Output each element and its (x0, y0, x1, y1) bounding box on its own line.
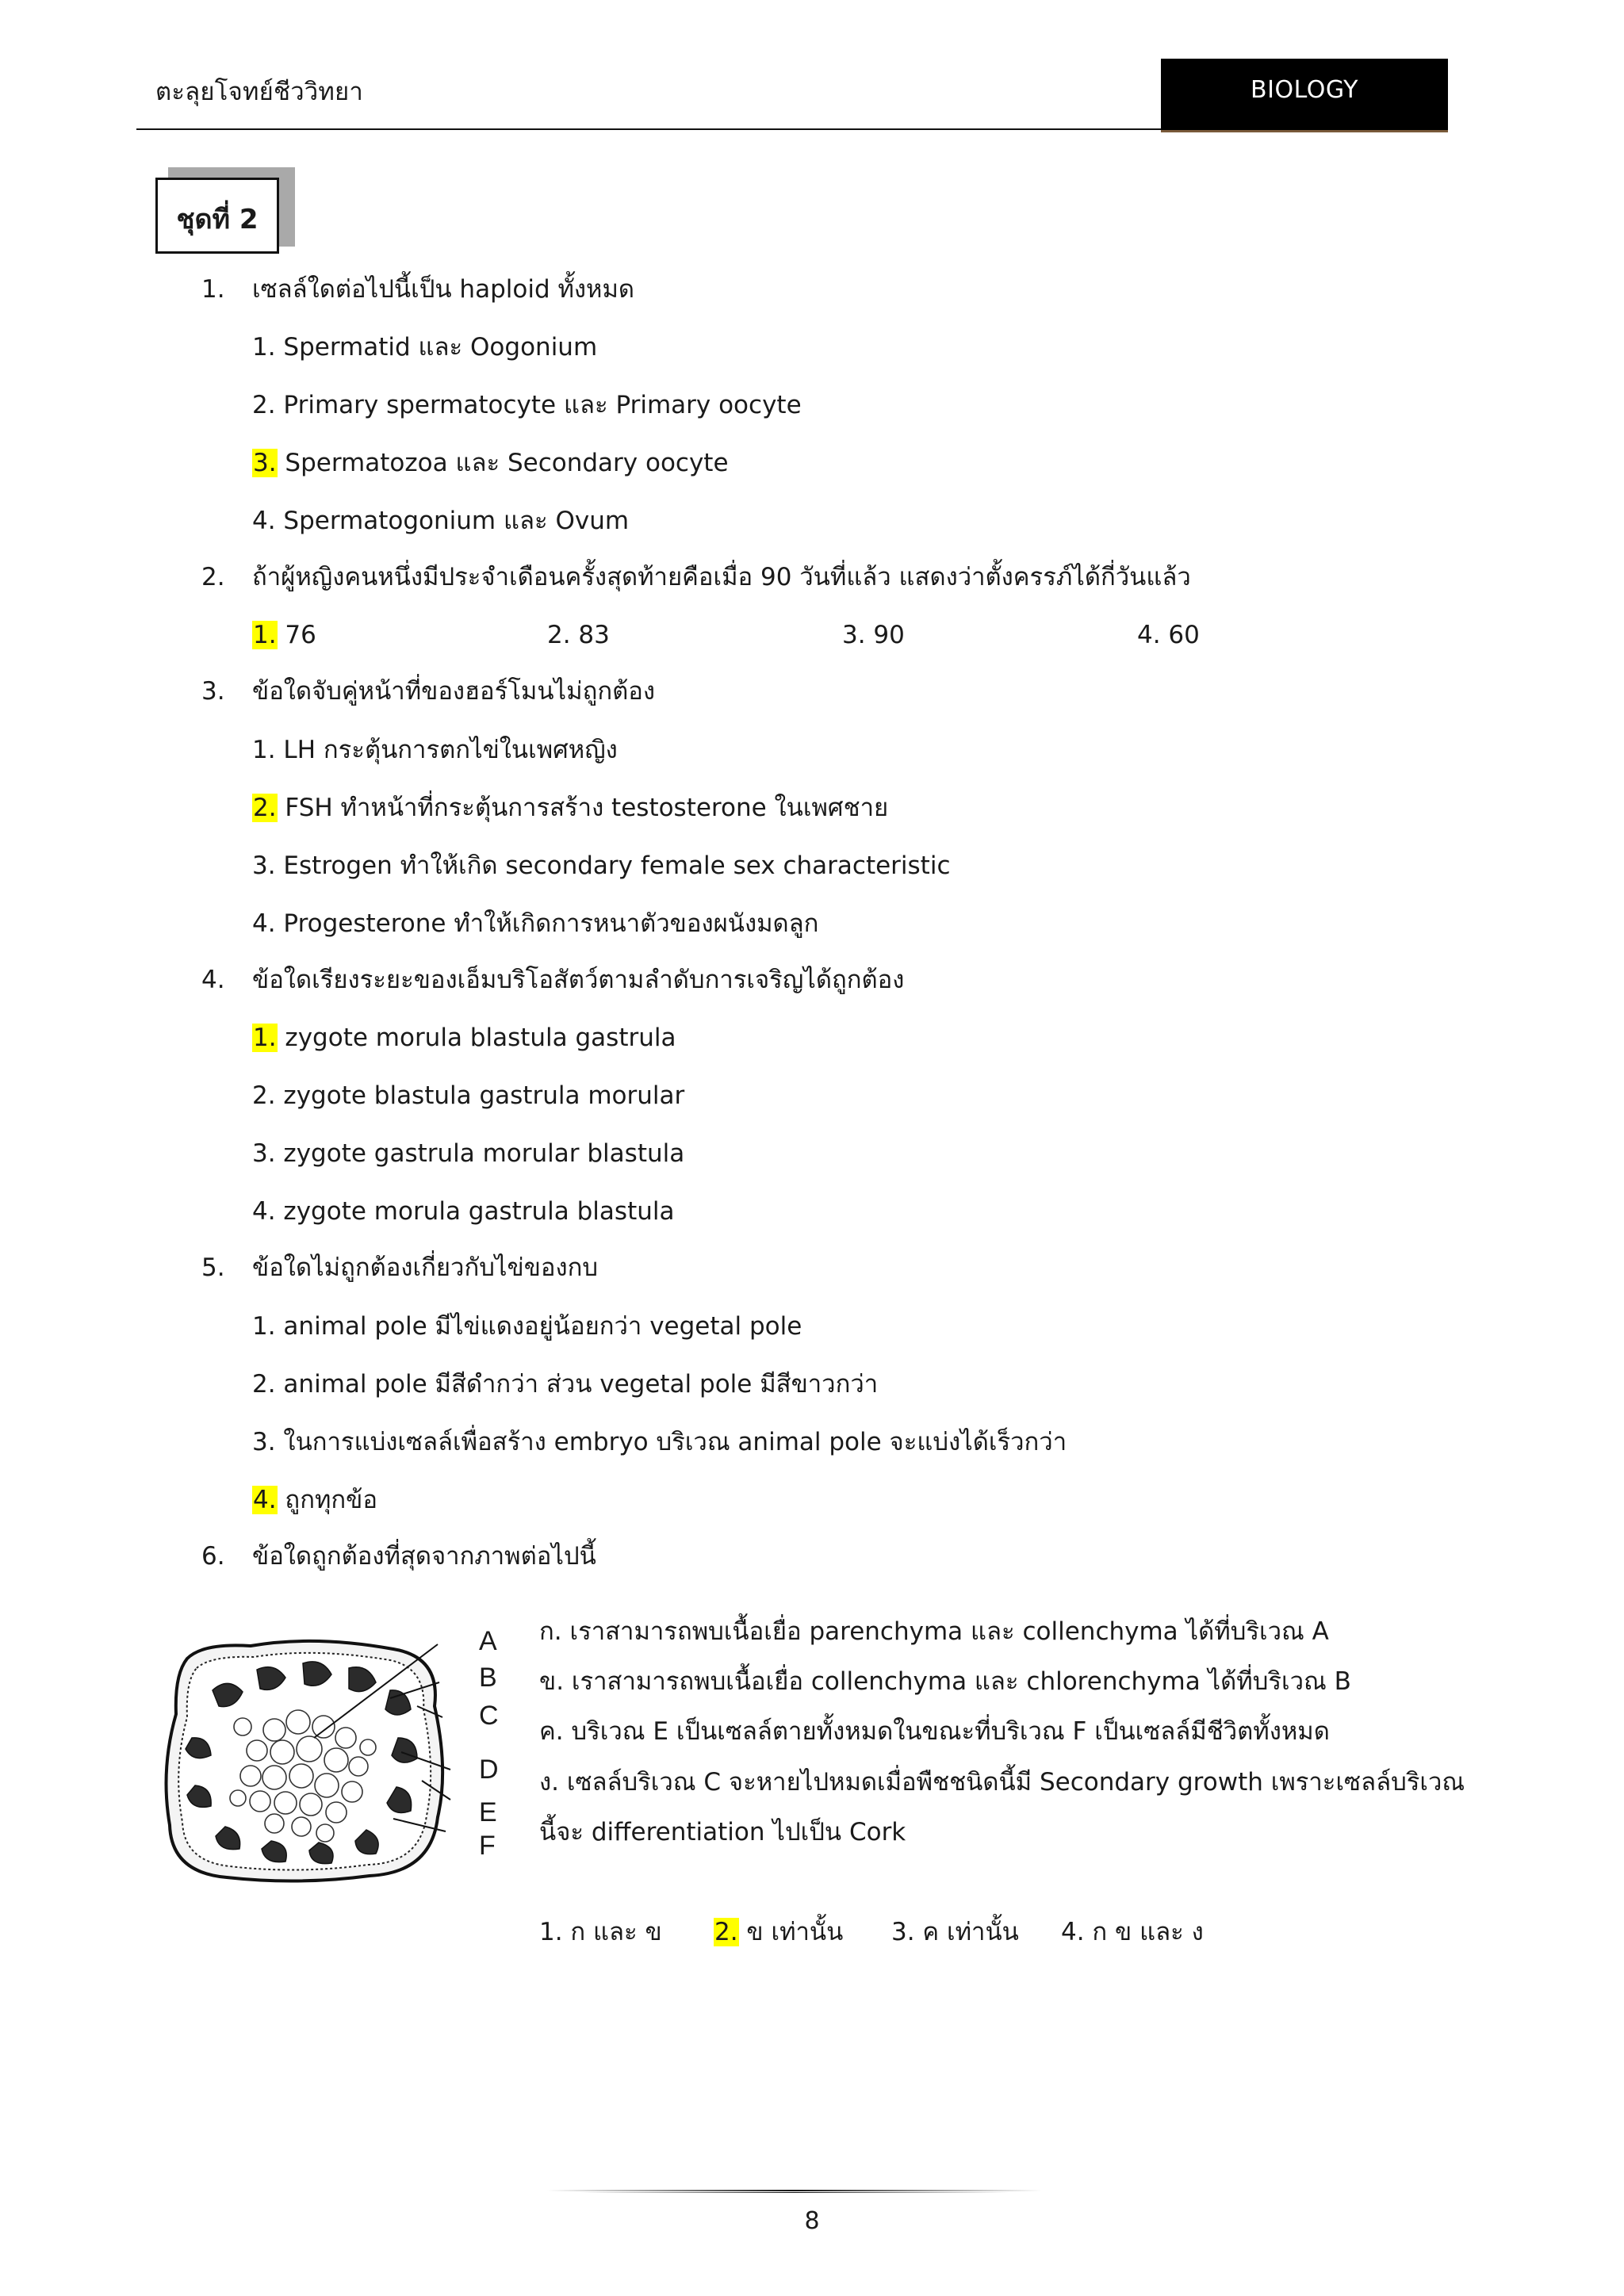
answer-highlight: 2. (253, 794, 277, 822)
option-number: 3. (252, 851, 276, 880)
header-rule (136, 128, 1161, 130)
set-box (155, 178, 279, 254)
option-item (547, 618, 610, 652)
option-number: 1. (252, 1312, 276, 1341)
option-text: 60 (1160, 621, 1200, 649)
option-item-answer (252, 1020, 676, 1055)
option-item-answer (252, 790, 888, 825)
stem-cross-section-drawing (155, 1611, 528, 1896)
statement-kho-khwai: ค. บริเวณ E เป็นเซลล์ตายทั้งหมดในขณะที่บริเวณ F เป็นเซลล์มีชีวิตทั้งหมด (539, 1717, 1330, 1746)
answer-highlight: 4. (253, 1486, 277, 1514)
question-number: 2. (201, 563, 225, 591)
option-item-answer (252, 1483, 377, 1517)
option-text: zygote gastrula morular blastula (275, 1139, 685, 1168)
option-number: 2. (252, 1081, 276, 1110)
option-text: Progesterone ทำให้เกิดการหนาตัวของผนังมดลูก (275, 909, 819, 938)
stem-cross-section-figure (155, 1611, 528, 1896)
option-item (891, 1915, 1019, 1950)
figure-label-b: B (479, 1663, 497, 1693)
option-number: 4. (252, 507, 276, 535)
option-text: FSH ทำหน้าที่กระตุ้นการสร้าง testosterone ในเพศชาย (277, 794, 889, 822)
statement-ngo-cont: นี้จะ differentiation ไปเป็น Cork (539, 1818, 906, 1846)
option-number: 1. (539, 1918, 563, 1946)
question-number: 4. (201, 966, 225, 994)
question-text: ถ้าผู้หญิงคนหนึ่งมีประจำเดือนครั้งสุดท้ายคือเมื่อ 90 วันที่แล้ว แสดงว่าตั้งครรภ์ได้กี่วันแล้ว (252, 563, 1191, 591)
option-item (252, 1136, 684, 1171)
option-text: 83 (570, 621, 610, 649)
option-text: ก ข และ ง (1084, 1918, 1204, 1946)
footer-divider (547, 2190, 1042, 2193)
option-text: Estrogen ทำให้เกิด secondary female sex characteristic (275, 851, 951, 880)
option-item (252, 733, 618, 767)
option-text: zygote blastula gastrula morular (275, 1081, 685, 1110)
option-number: 2. (252, 1370, 276, 1399)
option-text: ค เท่านั้น (914, 1918, 1019, 1946)
option-text: animal pole มีไข่แดงอยู่น้อยกว่า vegetal pole (275, 1312, 802, 1341)
figure-label-c: C (479, 1701, 499, 1731)
option-item (252, 1078, 684, 1113)
question-number: 3. (201, 677, 225, 706)
option-item (252, 503, 629, 538)
option-item (842, 618, 905, 652)
figure-label-a: A (479, 1626, 497, 1656)
option-text: animal pole มีสีดำกว่า ส่วน vegetal pole มีสีขาวกว่า (275, 1370, 879, 1399)
figure-label-f: F (479, 1831, 496, 1861)
option-text: LH กระตุ้นการตกไข่ในเพศหญิง (275, 736, 618, 764)
page-number: 8 (804, 2207, 820, 2235)
option-item-answer (252, 446, 729, 480)
option-item (252, 1425, 1067, 1460)
option-item (539, 1915, 662, 1950)
option-text: zygote morula blastula gastrula (277, 1024, 676, 1052)
option-item (1137, 618, 1200, 652)
option-text: ข เท่านั้น (738, 1918, 844, 1946)
question-text: เซลล์ใดต่อไปนี้เป็น haploid ทั้งหมด (252, 275, 635, 304)
option-number: 3. (842, 621, 866, 649)
subject-label: BIOLOGY (1251, 76, 1358, 104)
subject-banner (1161, 59, 1448, 132)
option-number: 3. (252, 1428, 276, 1456)
option-number: 2. (252, 391, 276, 419)
figure-label-d: D (479, 1755, 499, 1785)
option-item (252, 388, 802, 423)
option-number: 4. (1137, 621, 1161, 649)
option-item (252, 1367, 878, 1402)
option-text: Spermatid และ Oogonium (275, 333, 598, 362)
option-text: Spermatogonium และ Ovum (275, 507, 630, 535)
answer-highlight: 3. (253, 449, 277, 477)
option-item-answer (252, 618, 316, 652)
option-item (252, 848, 951, 883)
option-item-answer (714, 1915, 843, 1950)
question-text: ข้อใดไม่ถูกต้องเกี่ยวกับไข่ของกบ (252, 1253, 599, 1282)
set-label: ชุดที่ 2 (176, 204, 259, 235)
option-number: 1. (252, 333, 276, 362)
question-text: ข้อใดจับคู่หน้าที่ของฮอร์โมนไม่ถูกต้อง (252, 677, 655, 706)
option-number: 2. (547, 621, 571, 649)
option-item (252, 1309, 802, 1344)
option-number: 1. (252, 736, 276, 764)
option-number: 3. (252, 1139, 276, 1168)
option-text: zygote morula gastrula blastula (275, 1197, 675, 1226)
option-item (252, 330, 597, 365)
answer-highlight: 1. (253, 1024, 277, 1052)
option-text: Primary spermatocyte และ Primary oocyte (275, 391, 802, 419)
option-text: Spermatozoa และ Secondary oocyte (277, 449, 729, 477)
question-text: ข้อใดถูกต้องที่สุดจากภาพต่อไปนี้ (252, 1542, 596, 1571)
question-text: ข้อใดเรียงระยะของเอ็มบริโอสัตว์ตามลำดับการเจริญได้ถูกต้อง (252, 966, 905, 994)
option-item (252, 906, 818, 941)
answer-highlight: 1. (253, 621, 277, 649)
header-title: ตะลุยโจทย์ชีววิทยา (155, 78, 364, 106)
option-text: 90 (865, 621, 905, 649)
option-item (1061, 1915, 1204, 1950)
option-number: 4. (1061, 1918, 1085, 1946)
option-text: 76 (277, 621, 316, 649)
figure-label-e: E (479, 1797, 497, 1827)
question-number: 6. (201, 1542, 225, 1571)
option-number: 4. (252, 909, 276, 938)
option-item (252, 1194, 674, 1229)
statement-kho: ข. เราสามารถพบเนื้อเยื่อ collenchyma และ chlorenchyma ได้ที่บริเวณ B (539, 1667, 1351, 1696)
option-number: 3. (891, 1918, 915, 1946)
option-text: ถูกทุกข้อ (277, 1486, 377, 1514)
answer-highlight: 2. (714, 1918, 738, 1946)
option-text: ก และ ข (562, 1918, 662, 1946)
question-number: 5. (201, 1253, 225, 1282)
option-number: 4. (252, 1197, 276, 1226)
statement-ko: ก. เราสามารถพบเนื้อเยื่อ parenchyma และ collenchyma ได้ที่บริเวณ A (539, 1617, 1329, 1646)
statement-ngo: ง. เซลล์บริเวณ C จะหายไปหมดเมื่อพืชชนิดนี้มี Secondary growth เพราะเซลล์บริเวณ (539, 1768, 1465, 1797)
option-text: ในการแบ่งเซลล์เพื่อสร้าง embryo บริเวณ animal pole จะแบ่งได้เร็วกว่า (275, 1428, 1067, 1456)
question-number: 1. (201, 275, 225, 304)
